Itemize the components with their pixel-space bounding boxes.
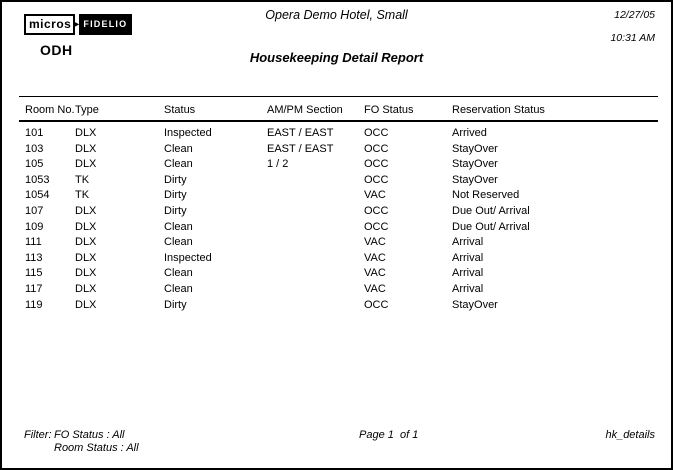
cell-status: Clean <box>164 158 193 171</box>
cell-type: DLX <box>75 236 97 249</box>
table-header-rule <box>19 120 658 122</box>
property-code: ODH <box>40 42 73 58</box>
cell-room-no: 107 <box>25 204 44 217</box>
cell-status: Clean <box>164 236 193 249</box>
column-header-status: Status <box>164 104 196 116</box>
table-row <box>2 282 673 298</box>
table-row <box>2 235 673 251</box>
cell-room-no: 1054 <box>25 189 50 202</box>
cell-room-no: 119 <box>25 298 43 311</box>
cell-type: DLX <box>75 204 97 217</box>
cell-status: Inspected <box>164 127 212 139</box>
cell-type: DLX <box>75 251 97 264</box>
cell-fo-status: VAC <box>364 189 386 202</box>
cell-status: Dirty <box>164 298 187 311</box>
cell-fo-status: OCC <box>364 142 389 155</box>
table-row <box>2 251 673 267</box>
table-row <box>2 188 673 204</box>
table-row <box>2 157 673 173</box>
filter-fo-status: FO Status : All <box>54 429 125 441</box>
cell-reservation-status: Due Out/ Arrival <box>452 220 530 233</box>
cell-type: DLX <box>75 298 97 311</box>
report-date: 12/27/05 <box>614 9 655 21</box>
table-header-row <box>2 102 673 118</box>
cell-ampm-section: EAST / EAST <box>267 142 334 155</box>
column-header-ampm-section: AM/PM Section <box>267 104 343 116</box>
table-row <box>2 266 673 282</box>
cell-status: Clean <box>164 142 193 155</box>
cell-room-no: 111 <box>25 236 42 249</box>
cell-fo-status: OCC <box>364 127 389 139</box>
cell-room-no: 105 <box>25 158 44 171</box>
cell-ampm-section: EAST / EAST <box>267 127 334 139</box>
cell-fo-status: VAC <box>364 267 386 280</box>
cell-status: Clean <box>164 282 193 295</box>
cell-type: DLX <box>75 220 97 233</box>
hotel-name: Opera Demo Hotel, Small <box>265 8 408 22</box>
cell-type: TK <box>75 173 90 186</box>
report-time: 10:31 AM <box>610 32 655 44</box>
table-row <box>2 126 673 142</box>
cell-fo-status: OCC <box>364 298 389 311</box>
cell-reservation-status: StayOver <box>452 298 498 311</box>
column-header-room-no: Room No. <box>25 104 75 116</box>
cell-reservation-status: Due Out/ Arrival <box>452 204 530 217</box>
cell-status: Clean <box>164 267 193 280</box>
logo-fidelio-text: FIDELIO <box>79 14 132 35</box>
cell-reservation-status: Arrival <box>452 267 484 280</box>
filter-room-status: Room Status : All <box>54 442 139 454</box>
cell-status: Inspected <box>164 251 212 264</box>
column-header-type: Type <box>75 104 99 116</box>
column-header-fo-status: FO Status <box>364 104 414 116</box>
cell-status: Clean <box>164 220 193 233</box>
cell-room-no: 117 <box>25 282 43 295</box>
report-file-name: hk_details <box>605 429 655 441</box>
page-indicator: Page 1 of 1 <box>359 429 419 441</box>
report-title: Housekeeping Detail Report <box>249 50 424 65</box>
table-row <box>2 173 673 189</box>
cell-room-no: 1053 <box>25 173 50 186</box>
cell-type: DLX <box>75 158 97 171</box>
filter-label: Filter: <box>24 429 52 441</box>
cell-room-no: 115 <box>25 267 43 280</box>
cell-reservation-status: Arrival <box>452 282 484 295</box>
table-row <box>2 204 673 220</box>
cell-fo-status: VAC <box>364 251 386 264</box>
logo-arrow-icon: ▸ <box>74 18 80 30</box>
cell-room-no: 113 <box>25 251 43 264</box>
table-top-rule <box>19 96 658 97</box>
cell-type: TK <box>75 189 90 202</box>
cell-room-no: 109 <box>25 220 44 233</box>
cell-reservation-status: StayOver <box>452 173 498 186</box>
cell-fo-status: OCC <box>364 158 389 171</box>
cell-fo-status: OCC <box>364 173 389 186</box>
cell-fo-status: OCC <box>364 220 389 233</box>
table-row <box>2 298 673 314</box>
cell-reservation-status: Arrival <box>452 236 484 249</box>
cell-status: Dirty <box>164 189 187 202</box>
table-row <box>2 220 673 236</box>
table-body <box>2 126 673 313</box>
cell-status: Dirty <box>164 173 187 186</box>
cell-type: DLX <box>75 282 97 295</box>
table-row <box>2 142 673 158</box>
cell-reservation-status: StayOver <box>452 142 498 155</box>
cell-reservation-status: StayOver <box>452 158 498 171</box>
cell-fo-status: OCC <box>364 204 389 217</box>
cell-room-no: 103 <box>25 142 44 155</box>
cell-reservation-status: Not Reserved <box>452 189 520 202</box>
cell-room-no: 101 <box>25 127 44 139</box>
logo-micros-text: micros <box>24 14 75 35</box>
cell-fo-status: VAC <box>364 236 386 249</box>
cell-type: DLX <box>75 267 97 280</box>
cell-reservation-status: Arrived <box>452 127 487 139</box>
cell-type: DLX <box>75 142 97 155</box>
column-header-reservation-status: Reservation Status <box>452 104 545 116</box>
cell-ampm-section: 1 / 2 <box>267 158 289 171</box>
cell-fo-status: VAC <box>364 282 386 295</box>
cell-status: Dirty <box>164 204 187 217</box>
cell-reservation-status: Arrival <box>452 251 484 264</box>
cell-type: DLX <box>75 127 97 139</box>
